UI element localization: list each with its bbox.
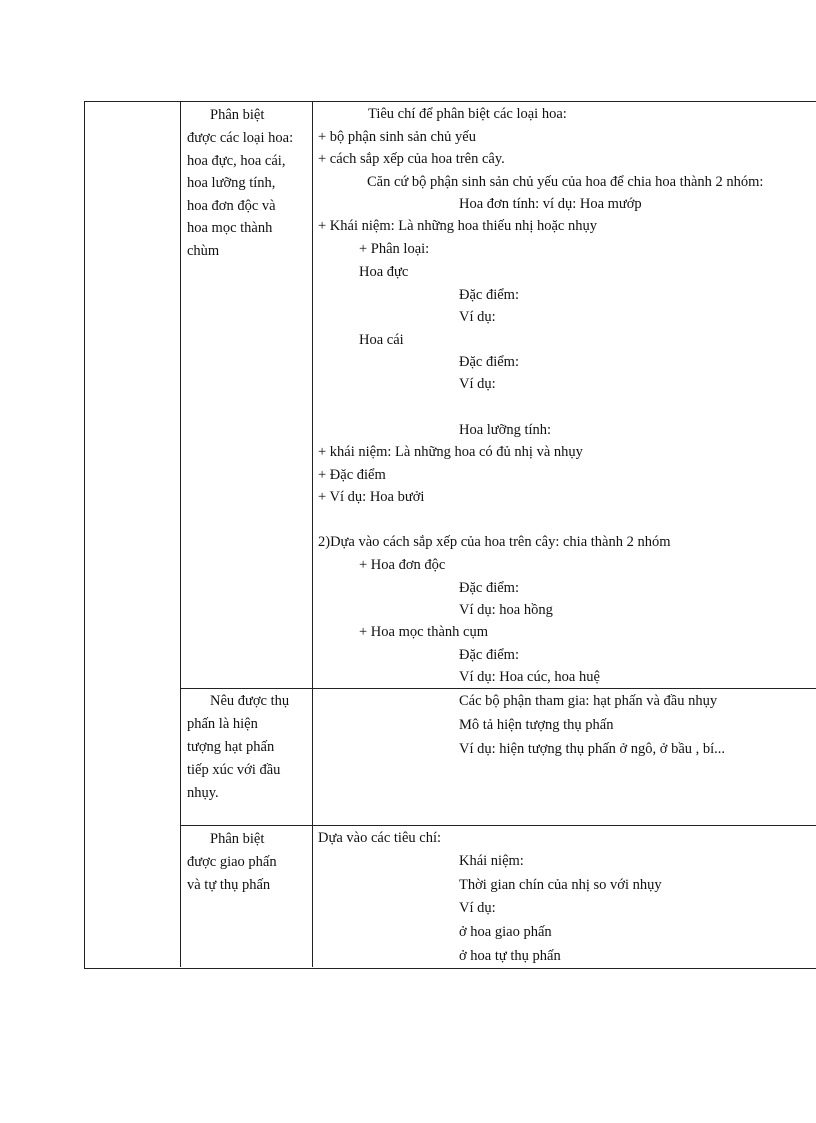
- content-line: + cách sắp xếp của hoa trên cây.: [318, 151, 505, 167]
- content-line: Hoa lưỡng tính:: [459, 422, 552, 438]
- content-line: Ví dụ:: [459, 376, 496, 392]
- criterion-line: nhụy.: [187, 785, 219, 801]
- content-line: + bộ phận sinh sản chủ yếu: [318, 129, 476, 145]
- criterion-line: Nêu được thụ: [210, 693, 290, 709]
- content-line: Dựa vào các tiêu chí:: [318, 830, 441, 846]
- content-line: + Ví dụ: Hoa bưởi: [318, 489, 425, 505]
- row-divider: [180, 825, 816, 826]
- content-line: Đặc điểm:: [459, 580, 519, 596]
- criterion-line: tượng hạt phấn: [187, 739, 275, 755]
- content-line: Căn cứ bộ phận sinh sản chủ yếu của hoa để chia hoa thành 2 nhóm:: [367, 174, 764, 190]
- content-line: Đặc điểm:: [459, 354, 519, 370]
- content-line: Hoa đực: [359, 264, 409, 280]
- content-line: Ví dụ: Hoa cúc, hoa huệ: [459, 669, 600, 685]
- content-line: Các bộ phận tham gia: hạt phấn và đầu nhụy: [459, 693, 718, 709]
- content-line: + Hoa mọc thành cụm: [359, 624, 488, 640]
- content-line: + Phân loại:: [359, 241, 430, 257]
- criterion-line: phấn là hiện: [187, 716, 258, 732]
- criterion-line: chùm: [187, 243, 220, 259]
- content-line: Hoa cái: [359, 332, 404, 348]
- content-line: Ví dụ:: [459, 900, 496, 916]
- criterion-line: hoa đơn độc và: [187, 198, 276, 214]
- criterion-line: Phân biệt: [210, 107, 265, 123]
- content-line: Thời gian chín của nhị so với nhụy: [459, 877, 662, 893]
- content-line: Ví dụ: hoa hồng: [459, 602, 553, 618]
- content-line: Mô tả hiện tượng thụ phấn: [459, 717, 614, 733]
- criterion-line: và tự thụ phấn: [187, 877, 271, 893]
- criterion-line: Phân biệt: [210, 831, 265, 847]
- criterion-line: được các loại hoa:: [187, 130, 294, 146]
- content-line: 2)Dựa vào cách sắp xếp của hoa trên cây: chia thành 2 nhóm: [318, 534, 671, 550]
- criterion-line: hoa đực, hoa cái,: [187, 153, 286, 169]
- content-line: Đặc điểm:: [459, 647, 519, 663]
- content-line: ở hoa tự thụ phấn: [459, 948, 561, 964]
- content-line: Ví dụ: hiện tượng thụ phấn ở ngô, ở bầu , bí...: [459, 741, 726, 757]
- content-line: Khái niệm:: [459, 853, 524, 869]
- content-line: + Đặc điểm: [318, 467, 386, 483]
- content-line: Ví dụ:: [459, 309, 496, 325]
- content-line: ở hoa giao phấn: [459, 924, 552, 940]
- content-line: Hoa đơn tính: ví dụ: Hoa mướp: [459, 196, 642, 212]
- content-line: + Hoa đơn độc: [359, 557, 446, 573]
- criterion-line: được giao phấn: [187, 854, 277, 870]
- criterion-line: hoa mọc thành: [187, 220, 273, 236]
- content-line: Đặc điểm:: [459, 287, 519, 303]
- criterion-line: hoa lưỡng tính,: [187, 175, 276, 191]
- criterion-line: tiếp xúc với đầu: [187, 762, 281, 778]
- content-line: + Khái niệm: Là những hoa thiếu nhị hoặc nhụy: [318, 218, 597, 234]
- content-line: Tiêu chí để phân biệt các loại hoa:: [368, 106, 567, 122]
- column-divider: [180, 101, 181, 967]
- column-divider: [312, 101, 313, 967]
- row-divider: [180, 688, 816, 689]
- content-line: + khái niệm: Là những hoa có đủ nhị và nhụy: [318, 444, 583, 460]
